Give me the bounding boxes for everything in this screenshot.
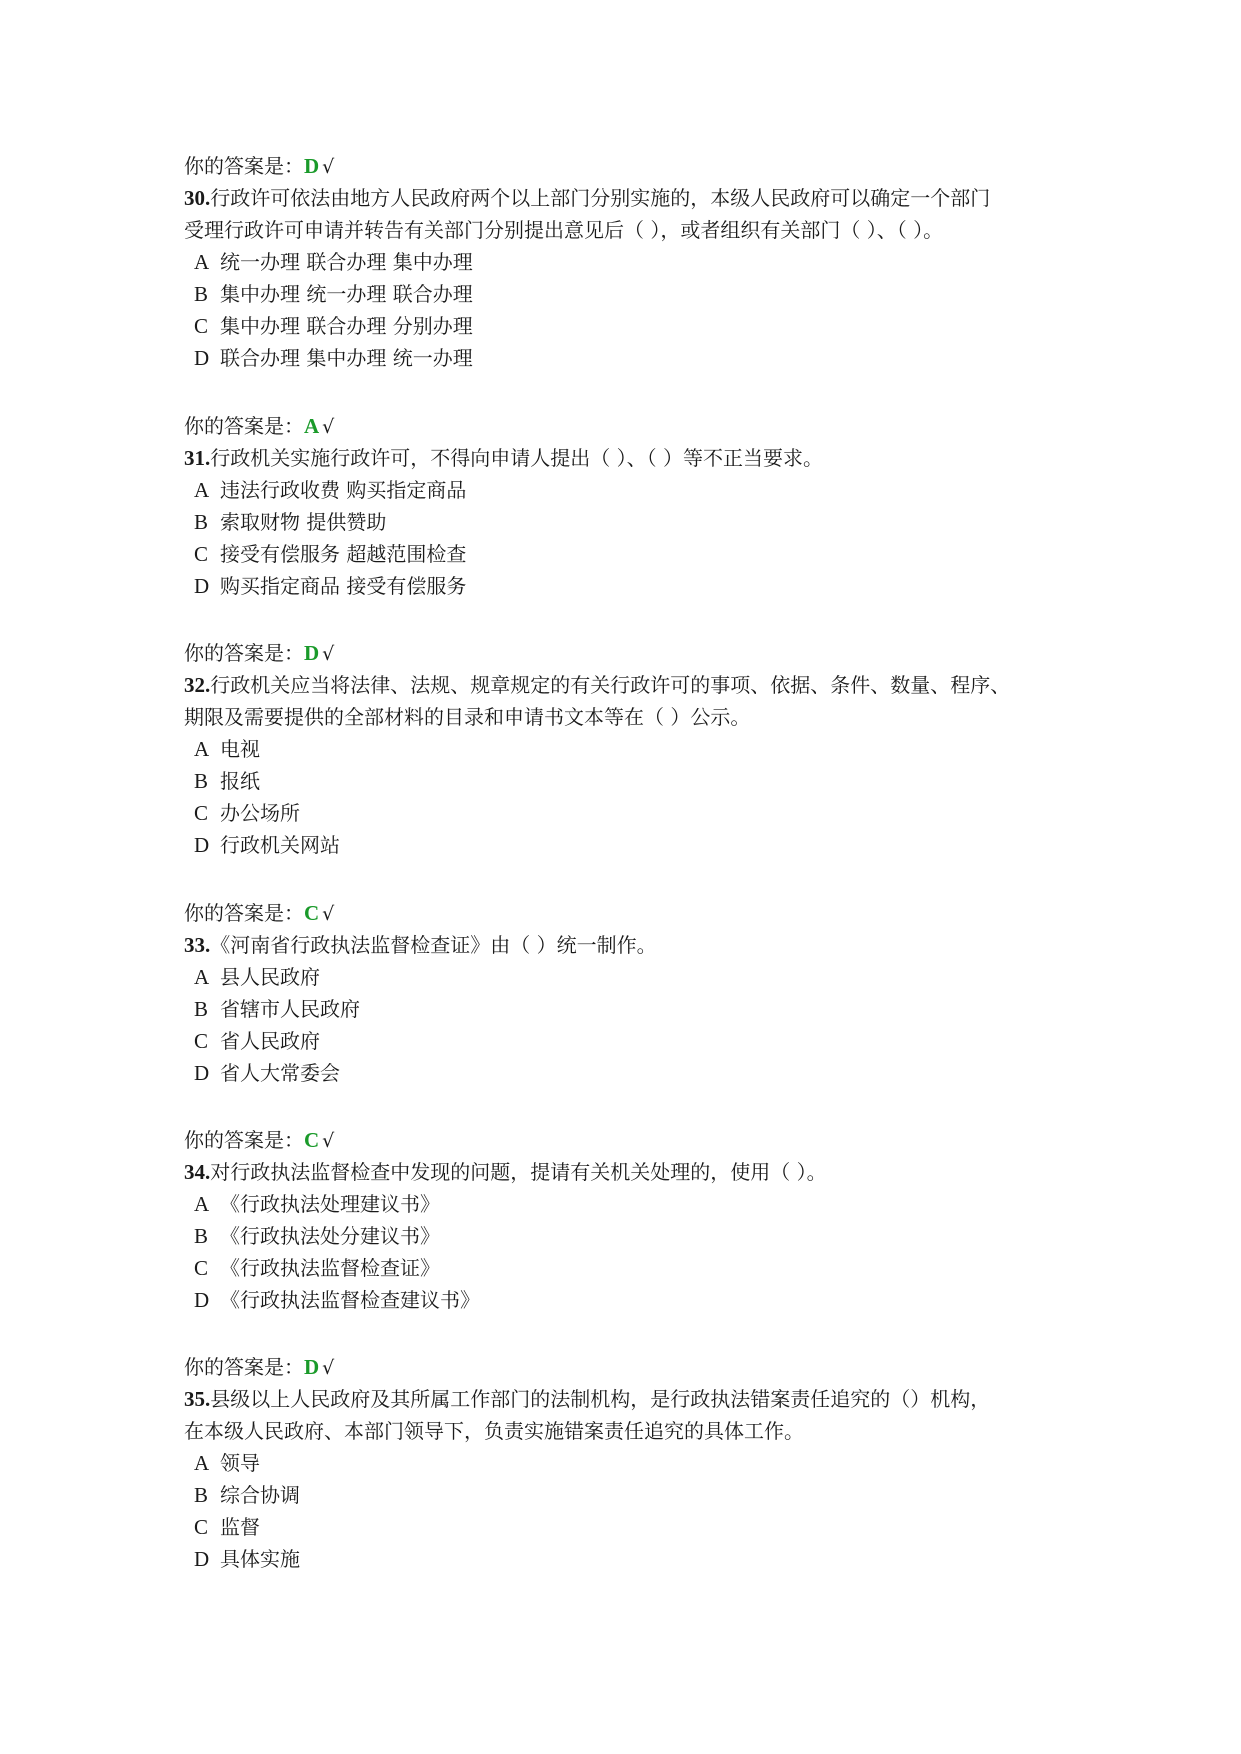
option-text: 具体实施 — [220, 1547, 300, 1571]
check-mark-icon: √ — [322, 643, 335, 665]
option-letter: C — [194, 1256, 209, 1280]
option-text: 购买指定商品 接受有偿服务 — [220, 574, 467, 598]
question-block-30 — [184, 150, 1084, 374]
option-letter: C — [194, 542, 209, 566]
option-text: 《行政执法监督检查建议书》 — [220, 1288, 480, 1312]
option-item — [184, 1479, 1084, 1511]
question-text: 行政机关实施行政许可，不得向申请人提出（ ）、（ ）等不正当要求。 — [210, 446, 823, 470]
option-text: 索取财物 提供赞助 — [220, 510, 387, 534]
question-block-34 — [184, 1124, 1084, 1316]
option-item — [184, 246, 1084, 278]
option-text: 电视 — [220, 737, 260, 761]
option-item — [184, 829, 1084, 861]
check-mark-icon: √ — [322, 1357, 335, 1379]
question-block-32 — [184, 637, 1084, 861]
check-mark-icon: √ — [322, 1130, 335, 1152]
question-text: 县级以上人民政府及其所属工作部门的法制机构，是行政执法错案责任追究的（）机构， — [210, 1387, 991, 1411]
option-item — [184, 310, 1084, 342]
answer-value: D — [304, 1355, 320, 1379]
question-block-35 — [184, 1351, 1084, 1575]
question-stem-line — [184, 214, 1084, 246]
answer-prefix: 你的答案是： — [184, 1355, 304, 1379]
option-text: 综合协调 — [220, 1483, 300, 1507]
option-text: 《行政执法监督检查证》 — [220, 1256, 440, 1280]
answer-value: A — [304, 414, 320, 438]
option-text: 省辖市人民政府 — [220, 997, 360, 1021]
option-text: 报纸 — [220, 769, 260, 793]
option-item — [184, 1252, 1084, 1284]
option-item — [184, 993, 1084, 1025]
answer-prefix: 你的答案是： — [184, 154, 304, 178]
option-item — [184, 797, 1084, 829]
question-number: 33. — [184, 933, 211, 957]
question-text: 行政许可依法由地方人民政府两个以上部门分别实施的，本级人民政府可以确定一个部门 — [210, 186, 991, 210]
option-item — [184, 733, 1084, 765]
option-letter: B — [194, 769, 209, 793]
option-item — [184, 1057, 1084, 1089]
option-letter: C — [194, 1515, 209, 1539]
option-text: 联合办理 集中办理 统一办理 — [220, 346, 473, 370]
question-stem-line — [184, 1156, 1084, 1188]
option-letter: D — [194, 574, 210, 598]
answer-prefix: 你的答案是： — [184, 1128, 304, 1152]
option-letter: C — [194, 314, 209, 338]
option-text: 行政机关网站 — [220, 833, 340, 857]
option-item — [184, 278, 1084, 310]
question-number: 31. — [184, 446, 211, 470]
option-letter: D — [194, 1288, 210, 1312]
option-text: 集中办理 统一办理 联合办理 — [220, 282, 473, 306]
question-number: 34. — [184, 1160, 211, 1184]
question-text: 《河南省行政执法监督检查证》由（ ）统一制作。 — [210, 933, 657, 957]
previous-answer-line — [184, 637, 1084, 669]
question-number: 32. — [184, 673, 211, 697]
option-letter: A — [194, 250, 210, 274]
option-item — [184, 1543, 1084, 1575]
question-stem-line — [184, 442, 1084, 474]
option-item — [184, 570, 1084, 602]
option-text: 违法行政收费 购买指定商品 — [220, 478, 467, 502]
question-text: 期限及需要提供的全部材料的目录和申请书文本等在（ ）公示。 — [184, 705, 751, 729]
option-letter: D — [194, 346, 210, 370]
option-text: 接受有偿服务 超越范围检查 — [220, 542, 467, 566]
option-letter: A — [194, 1192, 210, 1216]
question-stem-line — [184, 929, 1084, 961]
option-text: 《行政执法处理建议书》 — [220, 1192, 440, 1216]
option-item — [184, 1220, 1084, 1252]
option-item — [184, 1188, 1084, 1220]
answer-value: D — [304, 641, 320, 665]
option-letter: B — [194, 282, 209, 306]
previous-answer-line — [184, 897, 1084, 929]
question-block-31 — [184, 410, 1084, 602]
answer-prefix: 你的答案是： — [184, 641, 304, 665]
option-letter: B — [194, 997, 209, 1021]
previous-answer-line — [184, 410, 1084, 442]
previous-answer-line — [184, 1351, 1084, 1383]
option-text: 统一办理 联合办理 集中办理 — [220, 250, 473, 274]
option-letter: B — [194, 1483, 209, 1507]
answer-value: C — [304, 901, 320, 925]
option-text: 集中办理 联合办理 分别办理 — [220, 314, 473, 338]
question-stem-line — [184, 1415, 1084, 1447]
check-mark-icon: √ — [322, 416, 335, 438]
answer-value: C — [304, 1128, 320, 1152]
previous-answer-line — [184, 1124, 1084, 1156]
question-stem-line — [184, 182, 1084, 214]
option-letter: C — [194, 1029, 209, 1053]
option-item — [184, 1511, 1084, 1543]
question-number: 30. — [184, 186, 211, 210]
question-stem-line — [184, 1383, 1084, 1415]
question-stem-line — [184, 701, 1084, 733]
question-stem-line — [184, 669, 1084, 701]
question-text: 受理行政许可申请并转告有关部门分别提出意见后（ ），或者组织有关部门（ ）、（ ）。 — [184, 218, 944, 242]
option-letter: D — [194, 1061, 210, 1085]
option-text: 省人民政府 — [220, 1029, 320, 1053]
option-item — [184, 342, 1084, 374]
question-text: 在本级人民政府、本部门领导下，负责实施错案责任追究的具体工作。 — [184, 1419, 804, 1443]
option-letter: B — [194, 510, 209, 534]
option-letter: A — [194, 737, 210, 761]
option-letter: D — [194, 1547, 210, 1571]
option-item — [184, 1284, 1084, 1316]
option-text: 省人大常委会 — [220, 1061, 340, 1085]
option-item — [184, 961, 1084, 993]
question-number: 35. — [184, 1387, 211, 1411]
option-letter: C — [194, 801, 209, 825]
option-item — [184, 765, 1084, 797]
answer-prefix: 你的答案是： — [184, 414, 304, 438]
question-block-33 — [184, 897, 1084, 1089]
option-item — [184, 1025, 1084, 1057]
option-item — [184, 538, 1084, 570]
option-text: 监督 — [220, 1515, 260, 1539]
previous-answer-line — [184, 150, 1084, 182]
check-mark-icon: √ — [322, 903, 335, 925]
answer-value: D — [304, 154, 320, 178]
option-item — [184, 506, 1084, 538]
answer-prefix: 你的答案是： — [184, 901, 304, 925]
option-text: 办公场所 — [220, 801, 300, 825]
question-text: 行政机关应当将法律、法规、规章规定的有关行政许可的事项、依据、条件、数量、程序、 — [210, 673, 1011, 697]
option-letter: D — [194, 833, 210, 857]
option-letter: A — [194, 478, 210, 502]
option-text: 领导 — [220, 1451, 260, 1475]
option-text: 县人民政府 — [220, 965, 320, 989]
option-letter: A — [194, 1451, 210, 1475]
option-item — [184, 1447, 1084, 1479]
question-text: 对行政执法监督检查中发现的问题，提请有关机关处理的，使用（ ）。 — [210, 1160, 827, 1184]
option-item — [184, 474, 1084, 506]
option-letter: A — [194, 965, 210, 989]
check-mark-icon: √ — [322, 156, 335, 178]
option-letter: B — [194, 1224, 209, 1248]
option-text: 《行政执法处分建议书》 — [220, 1224, 440, 1248]
